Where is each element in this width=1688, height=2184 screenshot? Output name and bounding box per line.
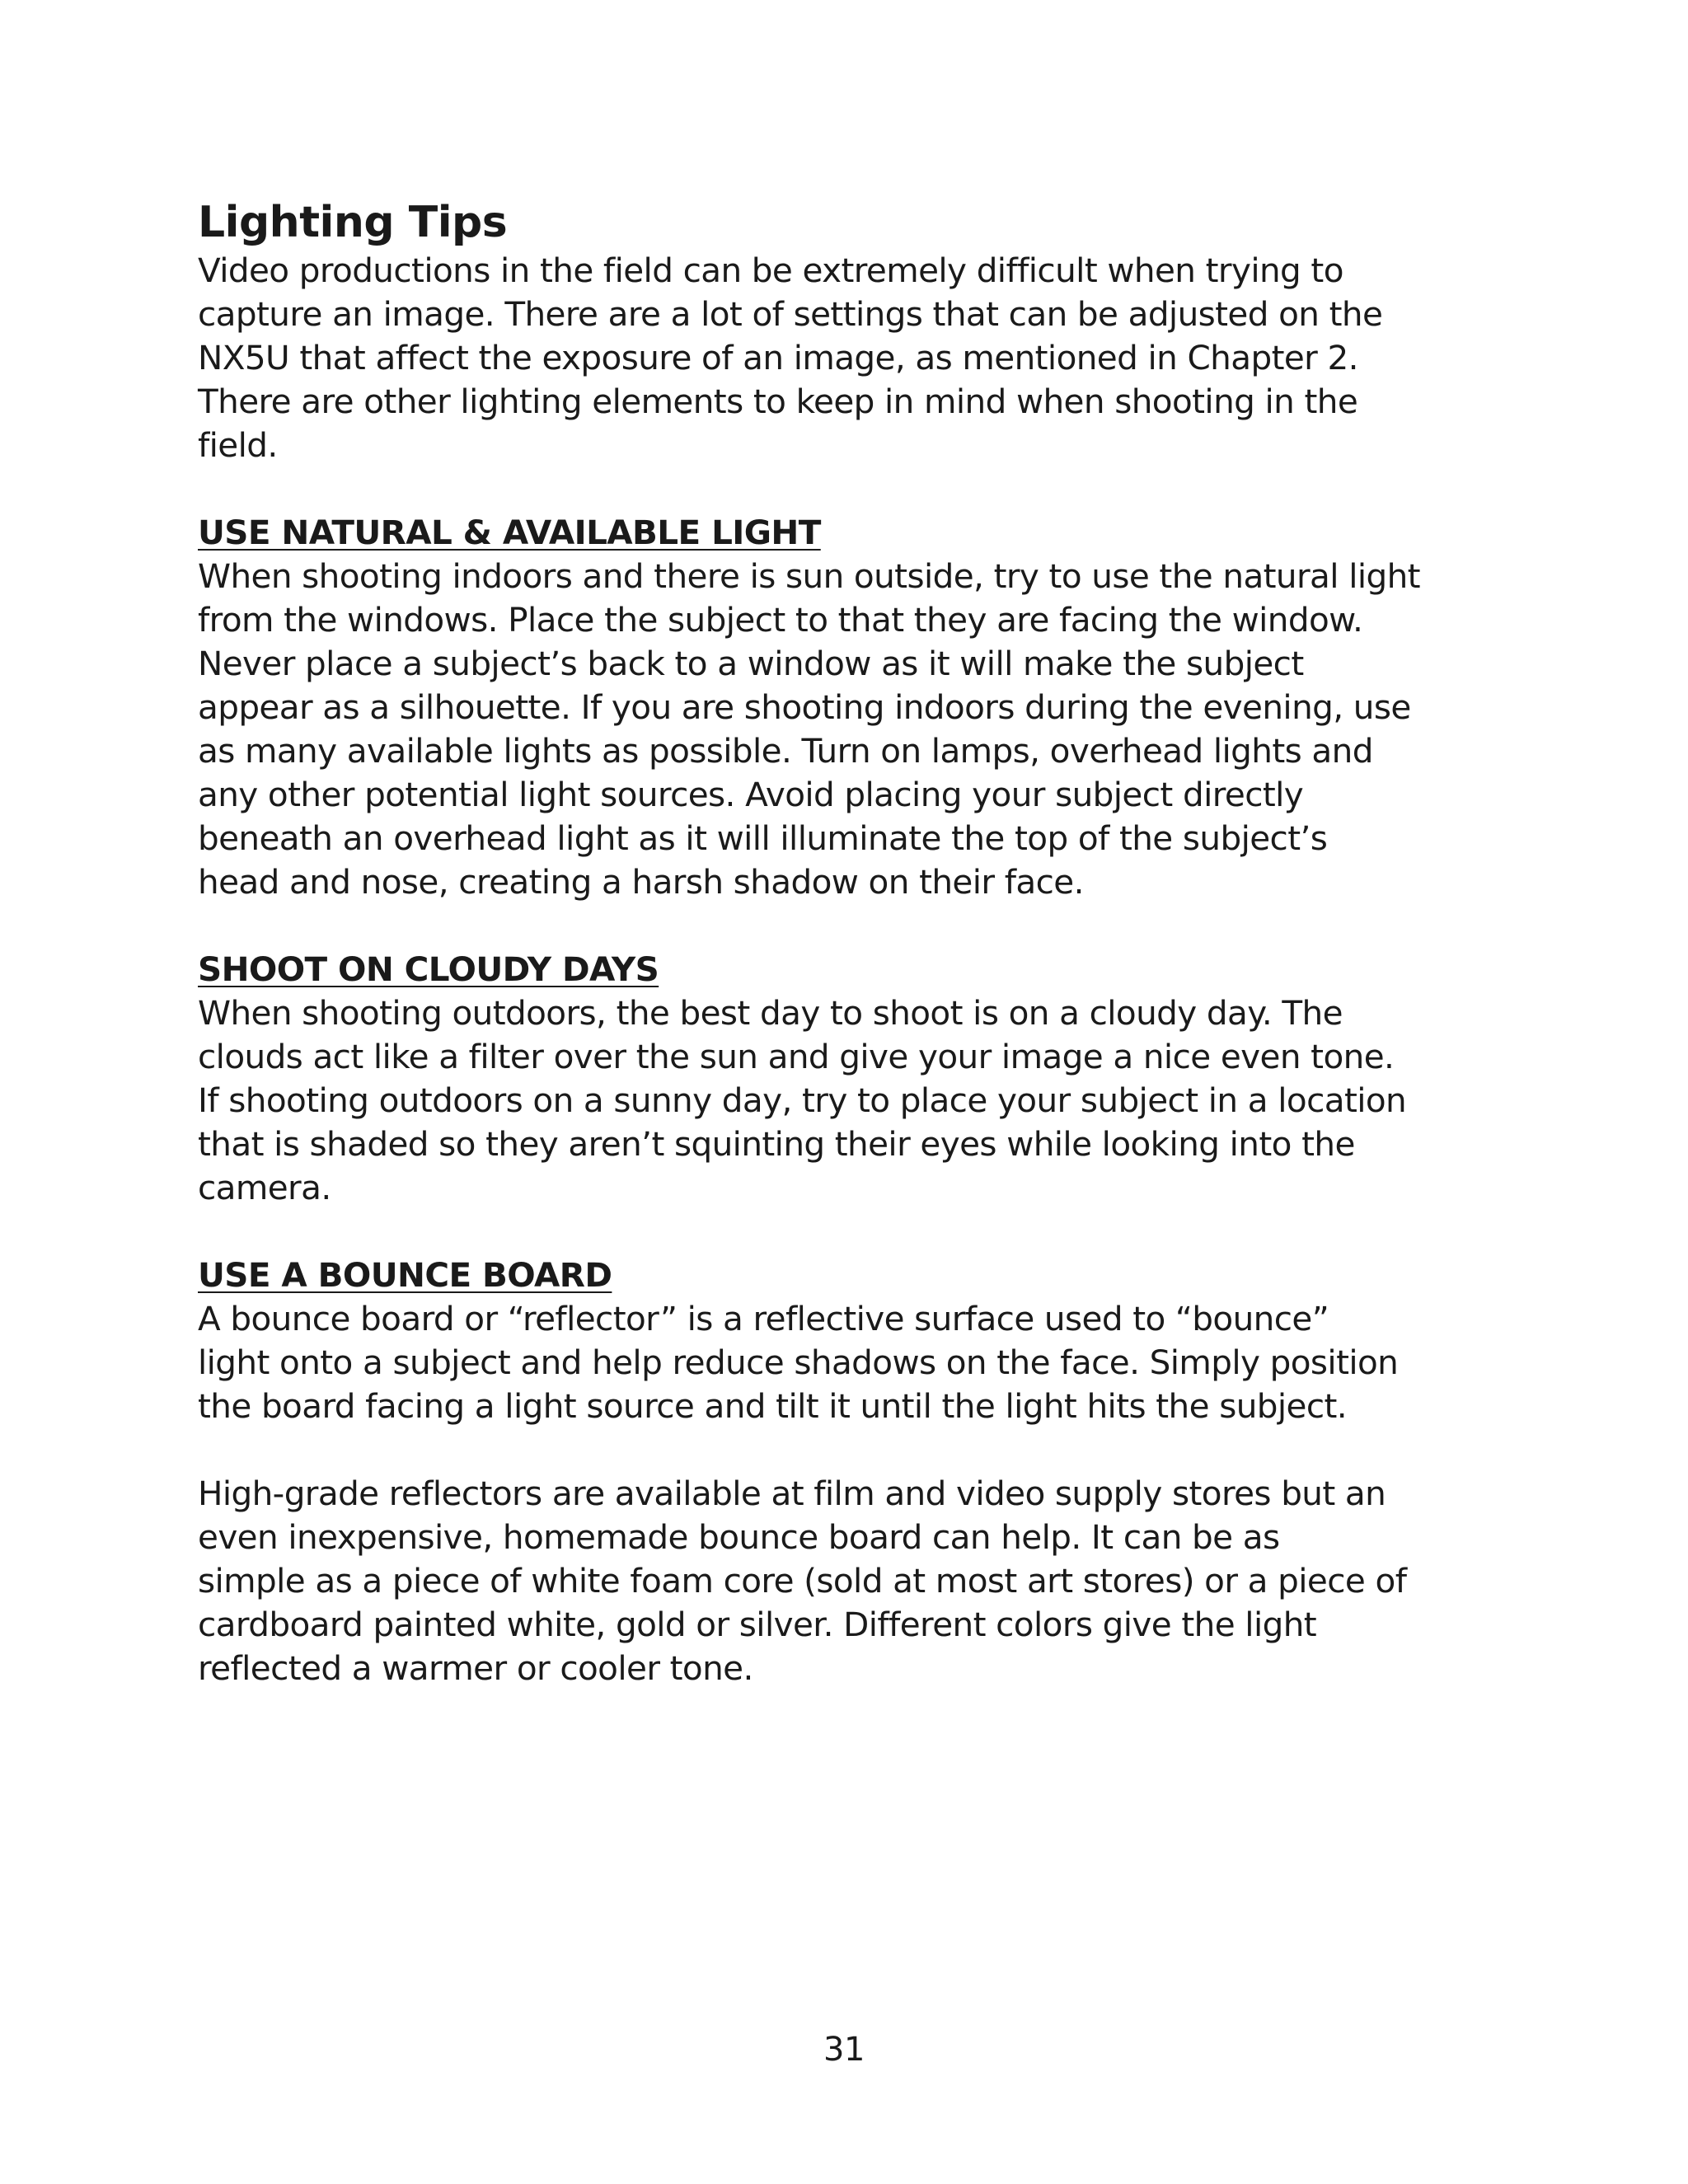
paragraph-spacer: [198, 1428, 1500, 1472]
paragraph-line: that is shaded so they aren’t squinting their eyes while looking into the: [198, 1124, 1355, 1164]
paragraph-line: cardboard painted white, gold or silver. Different colors give the light: [198, 1605, 1317, 1644]
section-heading-cloudy-days: SHOOT ON CLOUDY DAYS: [198, 949, 659, 989]
intro-line: There are other lighting elements to keep in mind when shooting in the: [198, 382, 1358, 421]
paragraph-spacer: [198, 904, 1500, 948]
paragraph-line: from the windows. Place the subject to that they are facing the window.: [198, 600, 1363, 640]
intro-line: capture an image. There are a lot of settings that can be adjusted on the: [198, 294, 1383, 334]
paragraph-line: camera.: [198, 1168, 331, 1207]
section-heading-natural-light: USE NATURAL & AVAILABLE LIGHT: [198, 513, 821, 552]
paragraph-spacer: [198, 467, 1500, 511]
closing-paragraph: [198, 1472, 1500, 1690]
paragraph-line: When shooting indoors and there is sun outside, try to use the natural light: [198, 556, 1420, 596]
page-number: 31: [823, 2031, 865, 2069]
paragraph-line: head and nose, creating a harsh shadow on their face.: [198, 862, 1084, 902]
paragraph-line: any other potential light sources. Avoid placing your subject directly: [198, 775, 1304, 814]
page-title: Lighting Tips: [198, 198, 508, 247]
intro-line: Video productions in the field can be extremely difficult when trying to: [198, 251, 1343, 290]
intro-line: NX5U that affect the exposure of an image, as mentioned in Chapter 2.: [198, 338, 1358, 377]
paragraph-line: When shooting outdoors, the best day to shoot is on a cloudy day. The: [198, 993, 1343, 1033]
paragraph-line: A bounce board or “reflector” is a reflective surface used to “bounce”: [198, 1299, 1329, 1338]
section-heading-bounce-board: USE A BOUNCE BOARD: [198, 1255, 612, 1295]
paragraph-line: light onto a subject and help reduce shadows on the face. Simply position: [198, 1343, 1399, 1382]
paragraph-line: High-grade reflectors are available at film and video supply stores but an: [198, 1474, 1386, 1513]
paragraph-line: even inexpensive, homemade bounce board can help. It can be as: [198, 1517, 1280, 1557]
paragraph-line: simple as a piece of white foam core (sold at most art stores) or a piece of: [198, 1561, 1407, 1601]
intro-line: field.: [198, 425, 278, 465]
cloudy-days-paragraph: [198, 991, 1500, 1210]
paragraph-line: Never place a subject’s back to a window as it will make the subject: [198, 644, 1304, 683]
intro-paragraph: [198, 249, 1500, 467]
page-content: [198, 196, 1500, 1690]
paragraph-spacer: [198, 1210, 1500, 1254]
paragraph-line: beneath an overhead light as it will illuminate the top of the subject’s: [198, 818, 1328, 858]
paragraph-line: reflected a warmer or cooler tone.: [198, 1648, 753, 1688]
natural-light-paragraph: [198, 555, 1500, 904]
paragraph-line: clouds act like a filter over the sun and give your image a nice even tone.: [198, 1037, 1395, 1076]
paragraph-line: as many available lights as possible. Turn on lamps, overhead lights and: [198, 731, 1373, 771]
bounce-board-paragraph: [198, 1297, 1500, 1428]
paragraph-line: If shooting outdoors on a sunny day, try to place your subject in a location: [198, 1080, 1407, 1120]
paragraph-line: appear as a silhouette. If you are shooting indoors during the evening, use: [198, 687, 1411, 727]
paragraph-line: the board facing a light source and tilt it until the light hits the subject.: [198, 1386, 1348, 1426]
